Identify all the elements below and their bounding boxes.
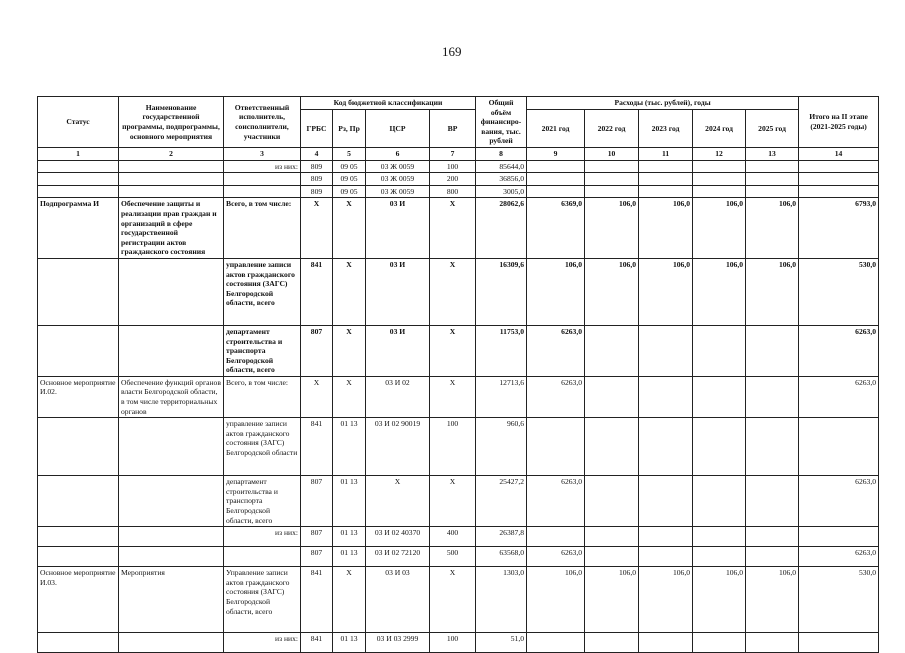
year-2025-cell (746, 476, 799, 527)
column-number: 12 (693, 147, 746, 160)
vr-cell: 200 (430, 173, 476, 186)
year-2021-cell (527, 173, 585, 186)
csr-cell: 03 И 02 90019 (366, 418, 430, 476)
grbs-cell: 807 (301, 476, 333, 527)
year-2022-cell (585, 418, 639, 476)
name-cell (119, 547, 224, 567)
stage-total-cell (799, 173, 879, 186)
table-row (38, 476, 879, 527)
status-cell: Подпрограмма И (38, 198, 119, 259)
year-2022-cell (585, 160, 639, 173)
table-row (38, 567, 879, 633)
rzpr-cell: 01 13 (333, 547, 366, 567)
year-2025-cell (746, 376, 799, 417)
vr-cell: Х (430, 376, 476, 417)
grbs-cell: 807 (301, 325, 333, 376)
status-cell (38, 160, 119, 173)
responsible-cell: департамент строительства и транспорта Белгородской области, всего (224, 325, 301, 376)
grbs-cell: 841 (301, 567, 333, 633)
year-2023-cell (639, 547, 693, 567)
stage-total-cell (799, 633, 879, 653)
header-year-2025: 2025 год (746, 109, 799, 147)
column-number: 7 (430, 147, 476, 160)
header-responsible: Ответственный исполнитель, соисполнители, участники (224, 97, 301, 148)
column-number: 1 (38, 147, 119, 160)
rzpr-cell: 09 05 (333, 185, 366, 198)
responsible-cell: Всего, в том числе: (224, 376, 301, 417)
table-row (38, 198, 879, 259)
year-2021-cell (527, 633, 585, 653)
grbs-cell: 807 (301, 527, 333, 547)
column-number: 14 (799, 147, 879, 160)
name-cell: Обеспечение защиты и реализации прав граждан и организаций в сфере государственной регистрации актов гражданского состояния (119, 198, 224, 259)
total-cell: 12713,6 (476, 376, 527, 417)
total-cell: 1303,0 (476, 567, 527, 633)
total-cell: 16309,6 (476, 258, 527, 325)
csr-cell: 03 И 02 40370 (366, 527, 430, 547)
header-year-2021: 2021 год (527, 109, 585, 147)
responsible-cell: из них: (224, 160, 301, 173)
year-2021-cell: 6263,0 (527, 476, 585, 527)
table-header (38, 97, 879, 161)
csr-cell: 03 Ж 0059 (366, 160, 430, 173)
year-2023-cell (639, 376, 693, 417)
stage-total-cell: 6263,0 (799, 547, 879, 567)
column-number: 10 (585, 147, 639, 160)
year-2021-cell: 6369,0 (527, 198, 585, 259)
column-number: 6 (366, 147, 430, 160)
name-cell: Обеспечение функций органов власти Белгородской области, в том числе территориальных органов (119, 376, 224, 417)
total-cell: 28062,6 (476, 198, 527, 259)
csr-cell: 03 Ж 0059 (366, 185, 430, 198)
responsible-cell (224, 185, 301, 198)
year-2024-cell: 106,0 (693, 567, 746, 633)
vr-cell: 800 (430, 185, 476, 198)
year-2021-cell: 6263,0 (527, 376, 585, 417)
year-2022-cell: 106,0 (585, 258, 639, 325)
stage-total-cell: 530,0 (799, 258, 879, 325)
vr-cell: 100 (430, 633, 476, 653)
csr-cell: 03 И (366, 198, 430, 259)
status-cell: Основное мероприятие И.02. (38, 376, 119, 417)
rzpr-cell: Х (333, 258, 366, 325)
year-2024-cell (693, 527, 746, 547)
name-cell (119, 527, 224, 547)
header-grbs: ГРБС (301, 109, 333, 147)
table-row (38, 633, 879, 653)
year-2025-cell (746, 547, 799, 567)
stage-total-cell: 6263,0 (799, 476, 879, 527)
year-2021-cell: 6263,0 (527, 547, 585, 567)
grbs-cell: 841 (301, 258, 333, 325)
responsible-cell: Управление записи актов гражданского состояния (ЗАГС) Белгородской области, всего (224, 567, 301, 633)
grbs-cell: 809 (301, 185, 333, 198)
responsible-cell (224, 173, 301, 186)
grbs-cell: 807 (301, 547, 333, 567)
year-2023-cell (639, 476, 693, 527)
total-cell: 25427,2 (476, 476, 527, 527)
year-2022-cell: 106,0 (585, 567, 639, 633)
vr-cell: Х (430, 258, 476, 325)
year-2024-cell (693, 547, 746, 567)
column-number: 13 (746, 147, 799, 160)
table-row (38, 376, 879, 417)
status-cell (38, 258, 119, 325)
grbs-cell: 841 (301, 633, 333, 653)
year-2023-cell (639, 185, 693, 198)
stage-total-cell: 6263,0 (799, 325, 879, 376)
year-2022-cell (585, 376, 639, 417)
grbs-cell: 809 (301, 173, 333, 186)
vr-cell: 100 (430, 418, 476, 476)
year-2023-cell: 106,0 (639, 567, 693, 633)
year-2022-cell (585, 527, 639, 547)
grbs-cell: Х (301, 376, 333, 417)
vr-cell: Х (430, 567, 476, 633)
year-2022-cell (585, 547, 639, 567)
header-year-2022: 2022 год (585, 109, 639, 147)
year-2025-cell (746, 418, 799, 476)
csr-cell: 03 И 03 (366, 567, 430, 633)
grbs-cell: 841 (301, 418, 333, 476)
status-cell (38, 527, 119, 547)
header-total: Общий объём финансиро-вания, тыс. рублей (476, 97, 527, 148)
rzpr-cell: 09 05 (333, 160, 366, 173)
year-2024-cell (693, 418, 746, 476)
header-vr: ВР (430, 109, 476, 147)
rzpr-cell: 09 05 (333, 173, 366, 186)
total-cell: 960,6 (476, 418, 527, 476)
stage-total-cell: 6263,0 (799, 376, 879, 417)
header-rzpr: Рз, Пр (333, 109, 366, 147)
year-2024-cell (693, 476, 746, 527)
year-2025-cell (746, 185, 799, 198)
rzpr-cell: Х (333, 376, 366, 417)
table-row (38, 173, 879, 186)
status-cell (38, 633, 119, 653)
year-2025-cell: 106,0 (746, 198, 799, 259)
year-2021-cell: 106,0 (527, 258, 585, 325)
year-2021-cell (527, 185, 585, 198)
responsible-cell: из них: (224, 527, 301, 547)
status-cell (38, 325, 119, 376)
name-cell (119, 185, 224, 198)
responsible-cell: управление записи актов гражданского состояния (ЗАГС) Белгородской области, всего (224, 258, 301, 325)
csr-cell: 03 И (366, 258, 430, 325)
header-year-2023: 2023 год (639, 109, 693, 147)
total-cell: 3005,0 (476, 185, 527, 198)
year-2021-cell (527, 527, 585, 547)
year-2022-cell: 106,0 (585, 198, 639, 259)
header-kbk: Код бюджетной классификации (301, 97, 476, 110)
header-year-2024: 2024 год (693, 109, 746, 147)
total-cell: 36856,0 (476, 173, 527, 186)
vr-cell: Х (430, 198, 476, 259)
column-number-row (38, 147, 879, 160)
header-expenses: Расходы (тыс. рублей), годы (527, 97, 799, 110)
name-cell: Мероприятия (119, 567, 224, 633)
table-row (38, 258, 879, 325)
year-2021-cell: 6263,0 (527, 325, 585, 376)
total-cell: 63568,0 (476, 547, 527, 567)
year-2024-cell (693, 633, 746, 653)
column-number: 3 (224, 147, 301, 160)
header-csr: ЦСР (366, 109, 430, 147)
year-2025-cell (746, 160, 799, 173)
responsible-cell: из них: (224, 633, 301, 653)
table-body (38, 160, 879, 653)
vr-cell: Х (430, 325, 476, 376)
year-2025-cell (746, 325, 799, 376)
year-2022-cell (585, 633, 639, 653)
table-row (38, 418, 879, 476)
csr-cell: 03 И (366, 325, 430, 376)
name-cell (119, 418, 224, 476)
name-cell (119, 325, 224, 376)
year-2025-cell (746, 527, 799, 547)
grbs-cell: 809 (301, 160, 333, 173)
total-cell: 51,0 (476, 633, 527, 653)
year-2023-cell (639, 173, 693, 186)
year-2021-cell (527, 160, 585, 173)
table-row (38, 527, 879, 547)
responsible-cell: департамент строительства и транспорта Белгородской области, всего (224, 476, 301, 527)
status-cell (38, 476, 119, 527)
year-2023-cell (639, 160, 693, 173)
year-2023-cell (639, 633, 693, 653)
year-2023-cell (639, 418, 693, 476)
vr-cell: 500 (430, 547, 476, 567)
stage-total-cell: 6793,0 (799, 198, 879, 259)
responsible-cell: управление записи актов гражданского состояния (ЗАГС) Белгородской области (224, 418, 301, 476)
total-cell: 85644,0 (476, 160, 527, 173)
name-cell (119, 173, 224, 186)
grbs-cell: Х (301, 198, 333, 259)
status-cell (38, 418, 119, 476)
rzpr-cell: 01 13 (333, 633, 366, 653)
csr-cell: Х (366, 476, 430, 527)
year-2024-cell: 106,0 (693, 258, 746, 325)
name-cell (119, 160, 224, 173)
table-row (38, 325, 879, 376)
stage-total-cell: 530,0 (799, 567, 879, 633)
year-2022-cell (585, 185, 639, 198)
vr-cell: 400 (430, 527, 476, 547)
csr-cell: 03 И 02 72120 (366, 547, 430, 567)
year-2024-cell (693, 325, 746, 376)
table-row (38, 185, 879, 198)
stage-total-cell (799, 160, 879, 173)
year-2022-cell (585, 173, 639, 186)
column-number: 9 (527, 147, 585, 160)
csr-cell: 03 И 02 (366, 376, 430, 417)
stage-total-cell (799, 185, 879, 198)
rzpr-cell: 01 13 (333, 476, 366, 527)
year-2022-cell (585, 476, 639, 527)
year-2025-cell: 106,0 (746, 567, 799, 633)
year-2023-cell: 106,0 (639, 258, 693, 325)
name-cell (119, 633, 224, 653)
header-status: Статус (38, 97, 119, 148)
year-2025-cell (746, 173, 799, 186)
year-2023-cell (639, 325, 693, 376)
stage-total-cell (799, 527, 879, 547)
column-number: 5 (333, 147, 366, 160)
responsible-cell (224, 547, 301, 567)
responsible-cell: Всего, в том числе: (224, 198, 301, 259)
column-number: 8 (476, 147, 527, 160)
column-number: 2 (119, 147, 224, 160)
year-2024-cell (693, 160, 746, 173)
total-cell: 26387,8 (476, 527, 527, 547)
table-row (38, 160, 879, 173)
year-2025-cell (746, 633, 799, 653)
year-2024-cell: 106,0 (693, 198, 746, 259)
year-2023-cell (639, 527, 693, 547)
table-row (38, 547, 879, 567)
year-2023-cell: 106,0 (639, 198, 693, 259)
status-cell: Основное мероприятие И.03. (38, 567, 119, 633)
header-name: Наименование государственной программы, подпрограммы, основного мероприятия (119, 97, 224, 148)
year-2022-cell (585, 325, 639, 376)
rzpr-cell: 01 13 (333, 418, 366, 476)
vr-cell: Х (430, 476, 476, 527)
year-2025-cell: 106,0 (746, 258, 799, 325)
status-cell (38, 173, 119, 186)
year-2021-cell (527, 418, 585, 476)
csr-cell: 03 И 03 2999 (366, 633, 430, 653)
status-cell (38, 185, 119, 198)
stage-total-cell (799, 418, 879, 476)
name-cell (119, 258, 224, 325)
year-2024-cell (693, 173, 746, 186)
column-number: 11 (639, 147, 693, 160)
budget-table (37, 96, 879, 653)
rzpr-cell: Х (333, 567, 366, 633)
status-cell (38, 547, 119, 567)
year-2021-cell: 106,0 (527, 567, 585, 633)
header-stage-total: Итого на II этапе (2021-2025 годы) (799, 97, 879, 148)
year-2024-cell (693, 376, 746, 417)
page-number: 169 (442, 44, 462, 59)
year-2024-cell (693, 185, 746, 198)
column-number: 4 (301, 147, 333, 160)
rzpr-cell: Х (333, 198, 366, 259)
rzpr-cell: 01 13 (333, 527, 366, 547)
total-cell: 11753,0 (476, 325, 527, 376)
csr-cell: 03 Ж 0059 (366, 173, 430, 186)
name-cell (119, 476, 224, 527)
vr-cell: 100 (430, 160, 476, 173)
rzpr-cell: Х (333, 325, 366, 376)
